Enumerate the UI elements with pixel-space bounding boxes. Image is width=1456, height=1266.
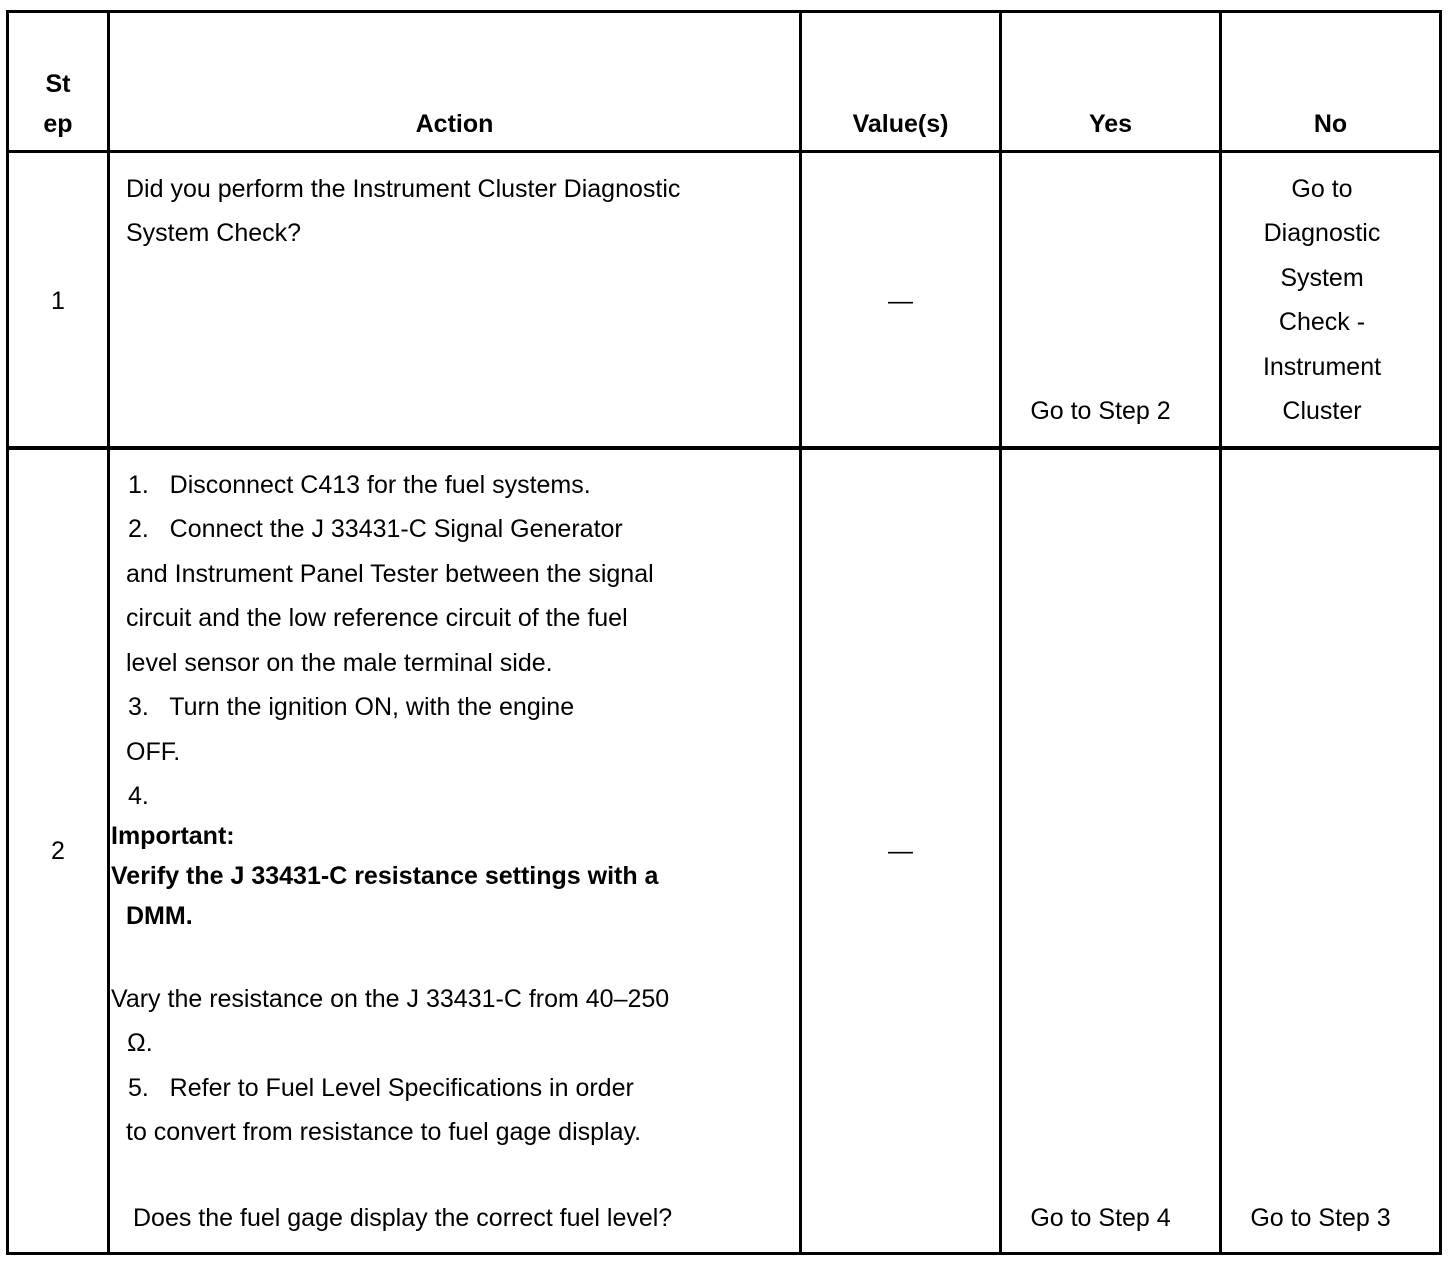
row2-action-step5: 5. Refer to Fuel Level Specifications in order: [128, 1074, 634, 1102]
row1-action-line1: Did you perform the Instrument Cluster Diagnostic: [126, 175, 681, 203]
row2-value: —: [888, 837, 913, 865]
row2-action-line4: circuit and the low reference circuit of the fuel: [126, 604, 628, 632]
row1-no-line1: Go to: [1291, 175, 1353, 203]
header-step-line1: St: [45, 70, 71, 98]
row2-vary-line1: Vary the resistance on the J 33431-C from 40–250: [111, 985, 670, 1013]
row2-important-label: Important:: [111, 822, 235, 850]
col-divider-values: [999, 10, 1002, 1255]
row1-no-line3: System: [1280, 264, 1364, 292]
row1-no-line2: Diagnostic: [1263, 219, 1381, 247]
row1-no-line6: Cluster: [1282, 397, 1362, 425]
row2-action-step2: 2. Connect the J 33431-C Signal Generator: [128, 515, 623, 543]
row1-action-line2: System Check?: [126, 219, 302, 247]
row2-vary-line2: Ω.: [127, 1029, 153, 1057]
header-yes: Yes: [1088, 110, 1133, 138]
header-step-line2: ep: [43, 110, 73, 138]
row2-action-line3: and Instrument Panel Tester between the signal: [126, 560, 654, 588]
row2-important-text1: Verify the J 33431-C resistance settings with a: [111, 862, 659, 890]
row2-action-line5: level sensor on the male terminal side.: [126, 649, 553, 677]
table-border-right: [1439, 10, 1442, 1255]
diagnostic-table: [6, 10, 1442, 1255]
header-values: Value(s): [852, 110, 949, 138]
table-border-left: [6, 10, 9, 1255]
row1-yes: Go to Step 2: [1030, 397, 1171, 425]
row2-action-line7: OFF.: [126, 738, 181, 766]
header-no: No: [1313, 110, 1348, 138]
row2-yes: Go to Step 4: [1030, 1204, 1171, 1232]
row2-step: 2: [51, 837, 65, 865]
row1-step: 1: [51, 287, 65, 315]
col-divider-action: [799, 10, 802, 1255]
table-border-bottom: [6, 1252, 1442, 1255]
row2-action-step1: 1. Disconnect C413 for the fuel systems.: [128, 471, 591, 499]
row2-question: Does the fuel gage display the correct fuel level?: [133, 1204, 673, 1232]
table-border-top: [6, 10, 1442, 13]
row2-action-line10: to convert from resistance to fuel gage display.: [126, 1118, 642, 1146]
header-action: Action: [415, 110, 494, 138]
header-divider: [6, 150, 1442, 153]
row2-action-step4: 4.: [128, 782, 149, 810]
row2-important-text2: DMM.: [126, 902, 193, 930]
col-divider-step: [107, 10, 110, 1255]
row-divider: [6, 446, 1442, 450]
row1-no-line4: Check -: [1278, 308, 1366, 336]
row1-value: —: [888, 287, 913, 315]
row1-no-line5: Instrument: [1262, 353, 1382, 381]
row2-action-step3: 3. Turn the ignition ON, with the engine: [128, 693, 575, 721]
row2-no: Go to Step 3: [1250, 1204, 1391, 1232]
